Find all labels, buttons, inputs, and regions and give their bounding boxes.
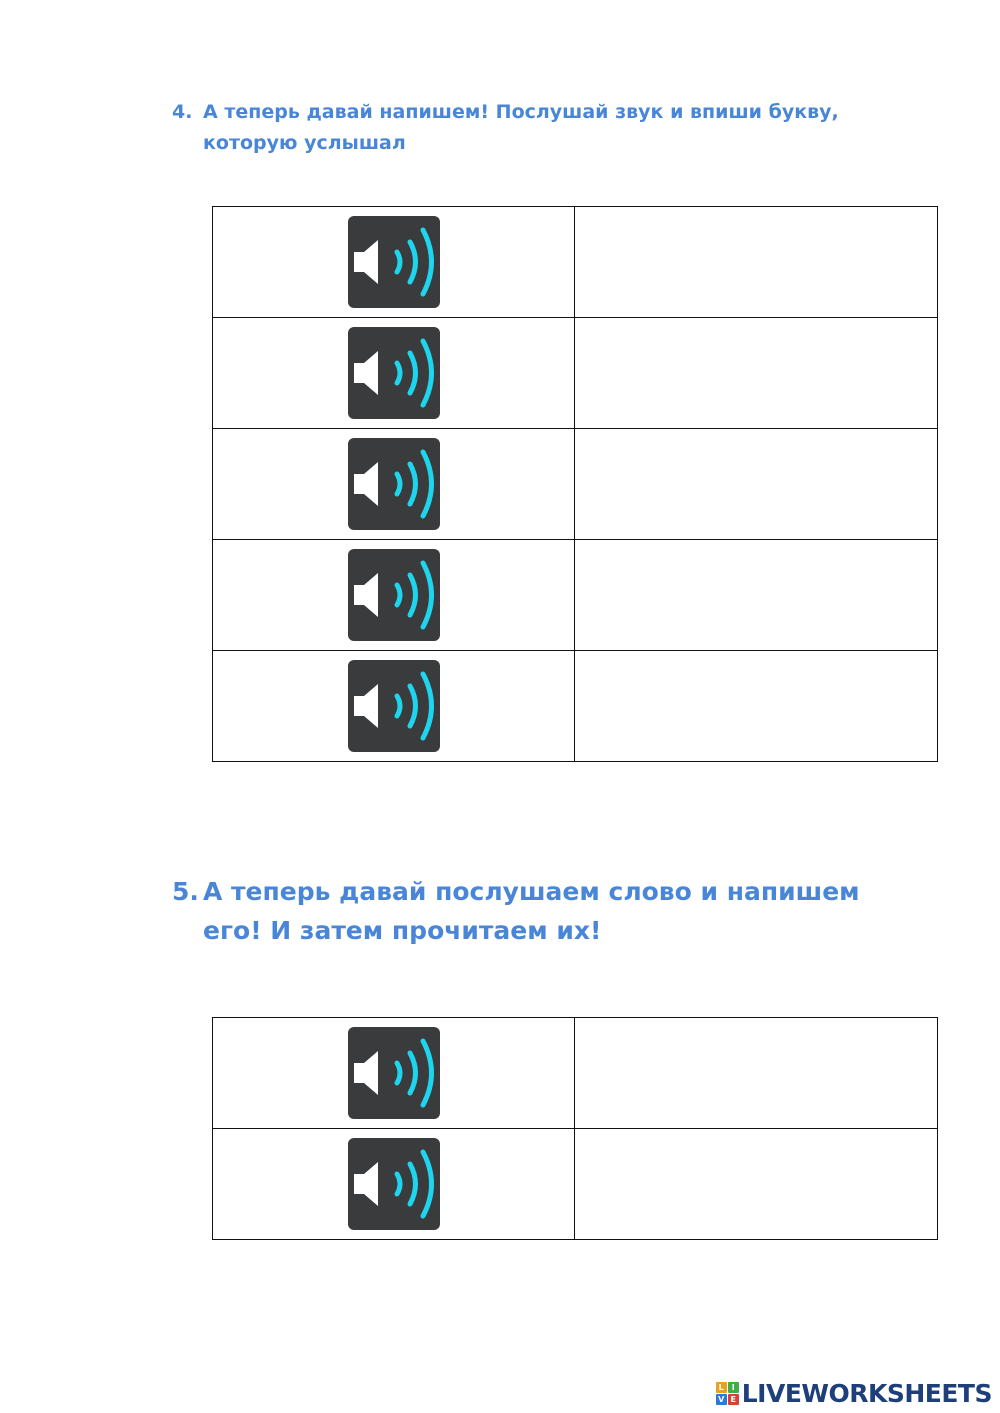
task-5-instruction: А теперь давай послушаем слово и напишем его! И затем прочитаем их! bbox=[203, 877, 860, 945]
letter-answer-input[interactable] bbox=[575, 540, 937, 650]
task-4-instruction: А теперь давай напишем! Послушай звук и впиши букву, которую услышал bbox=[203, 101, 839, 154]
task-5-heading bbox=[172, 872, 902, 950]
answer-cell bbox=[575, 540, 938, 651]
task-4-number: 4. bbox=[172, 101, 193, 123]
audio-cell bbox=[213, 318, 575, 429]
answer-cell bbox=[575, 1129, 938, 1240]
answer-cell bbox=[575, 651, 938, 762]
speaker-icon bbox=[348, 327, 440, 419]
table-row bbox=[213, 1129, 938, 1240]
speaker-play-button[interactable] bbox=[348, 1138, 440, 1230]
letter-answer-input[interactable] bbox=[575, 318, 937, 428]
task-5-table bbox=[212, 1017, 938, 1240]
liveworksheets-logo bbox=[716, 1376, 992, 1410]
speaker-icon bbox=[348, 1138, 440, 1230]
letter-answer-input[interactable] bbox=[575, 429, 937, 539]
table-row bbox=[213, 429, 938, 540]
logo-text: LIVEWORKSHEETS bbox=[741, 1378, 992, 1408]
speaker-icon bbox=[348, 549, 440, 641]
table-row bbox=[213, 207, 938, 318]
table-row bbox=[213, 651, 938, 762]
task-4-table bbox=[212, 206, 938, 762]
speaker-play-button[interactable] bbox=[348, 549, 440, 641]
word-answer-input[interactable] bbox=[575, 1129, 937, 1239]
speaker-play-button[interactable] bbox=[348, 327, 440, 419]
letter-answer-input[interactable] bbox=[575, 651, 937, 761]
speaker-play-button[interactable] bbox=[348, 216, 440, 308]
audio-cell bbox=[213, 207, 575, 318]
liveworksheets-logo-icon: L I V E bbox=[716, 1382, 739, 1405]
audio-cell bbox=[213, 651, 575, 762]
table-row bbox=[213, 540, 938, 651]
speaker-icon bbox=[348, 438, 440, 530]
speaker-play-button[interactable] bbox=[348, 438, 440, 530]
audio-cell bbox=[213, 1129, 575, 1240]
audio-cell bbox=[213, 429, 575, 540]
speaker-play-button[interactable] bbox=[348, 660, 440, 752]
task-4-heading bbox=[172, 97, 902, 159]
table-row bbox=[213, 318, 938, 429]
word-answer-input[interactable] bbox=[575, 1018, 937, 1128]
audio-cell bbox=[213, 1018, 575, 1129]
speaker-icon bbox=[348, 1027, 440, 1119]
letter-answer-input[interactable] bbox=[575, 207, 937, 317]
answer-cell bbox=[575, 429, 938, 540]
speaker-icon bbox=[348, 216, 440, 308]
table-row bbox=[213, 1018, 938, 1129]
answer-cell bbox=[575, 1018, 938, 1129]
answer-cell bbox=[575, 318, 938, 429]
speaker-icon bbox=[348, 660, 440, 752]
audio-cell bbox=[213, 540, 575, 651]
speaker-play-button[interactable] bbox=[348, 1027, 440, 1119]
task-5-number: 5. bbox=[172, 877, 199, 906]
answer-cell bbox=[575, 207, 938, 318]
